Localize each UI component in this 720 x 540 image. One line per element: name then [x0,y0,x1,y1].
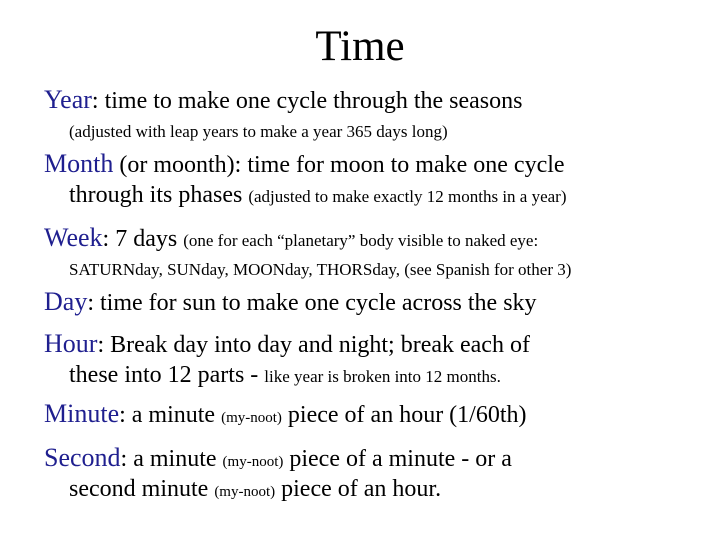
bullet-year-line-2 [44,116,522,142]
bullet-second-line-2 [44,474,512,506]
bullet-day-line-1 [44,286,537,318]
slide-title: Time [315,23,405,70]
minute-pronunciation: (my-noot) [221,410,282,426]
bullet-week-line-1 [44,222,571,254]
bullet-hour-line-2 [44,360,530,392]
bullet-minute [44,398,527,430]
year-note: (adjusted with leap years to make a year 365 days long) [69,122,448,141]
bullet-week-line-2 [44,254,571,280]
day-definition: : time for sun to make one cycle across the sky [87,290,537,316]
bullet-year-line-1 [44,84,522,116]
week-note: (one for each “planetary” body visible to naked eye: [183,231,539,250]
second-definition-mid: piece of a minute - or a [283,446,512,472]
term-minute: Minute [44,399,120,428]
second-definition-end: piece of an hour. [275,476,442,502]
bullet-day [44,286,537,318]
term-week: Week [44,223,103,252]
minute-definition: : a minute [119,402,222,428]
term-month: Month [44,149,114,178]
hour-definition-cont: these into 12 parts - [69,362,265,388]
month-definition-cont: through its phases [69,182,249,208]
bullet-month [44,148,567,212]
bullet-hour-line-1 [44,328,530,360]
week-day-names: SATURNday, SUNday, MOONday, THORSday, (see Spanish for other 3) [69,260,572,279]
second-definition-cont: second minute [69,476,215,502]
bullet-week [44,222,571,280]
month-definition: (or moonth): time for moon to make one cycle [113,152,565,178]
month-note: (adjusted to make exactly 12 months in a year) [248,187,567,206]
term-day: Day [44,287,88,316]
hour-definition: : Break day into day and night; break each of [97,332,530,358]
bullet-hour [44,328,530,392]
bullet-minute-line-1 [44,398,527,430]
second-pronunciation-2: (my-noot) [214,484,276,500]
bullet-year [44,84,522,142]
second-definition: : a minute [120,446,223,472]
year-definition: : time to make one cycle through the seasons [91,88,523,114]
week-definition: : 7 days [102,226,184,252]
bullet-second [44,442,512,506]
term-second: Second [44,443,121,472]
term-year: Year [44,85,92,114]
bullet-second-line-1 [44,442,512,474]
term-hour: Hour [44,329,98,358]
hour-note: like year is broken into 12 months. [264,367,501,386]
bullet-month-line-2 [44,180,567,212]
minute-definition-end: piece of an hour (1/60th) [281,402,527,428]
second-pronunciation-1: (my-noot) [222,454,284,470]
bullet-month-line-1 [44,148,567,180]
